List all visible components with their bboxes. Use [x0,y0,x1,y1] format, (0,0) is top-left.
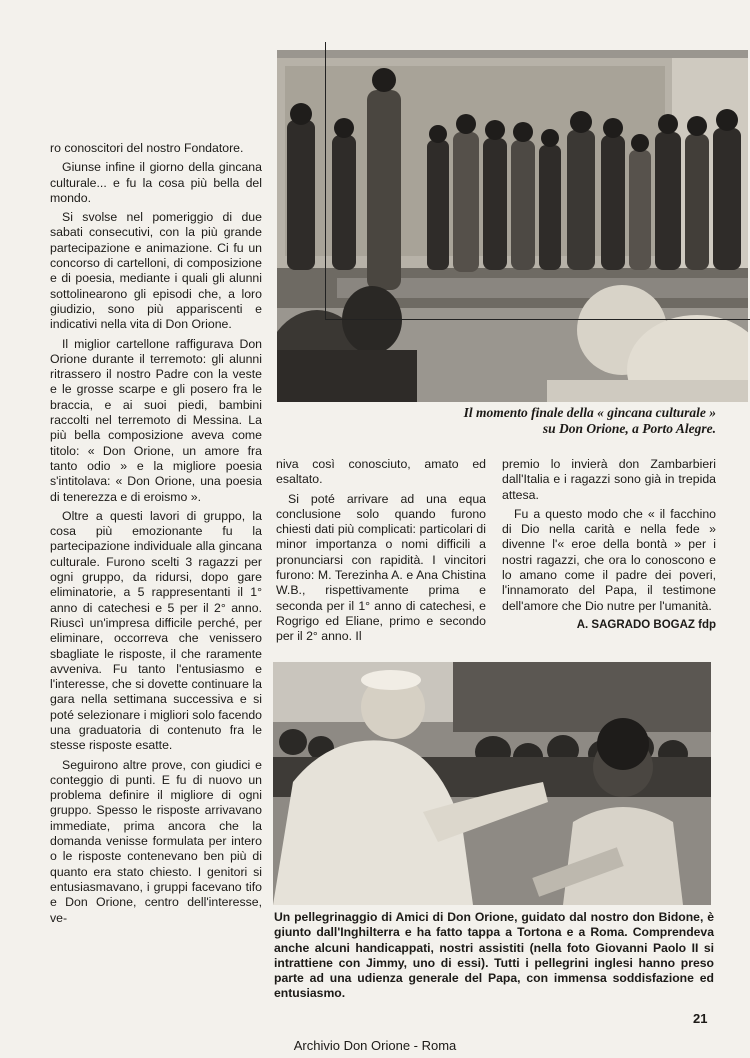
photo-pope-with-pilgrims [273,662,711,905]
crop-mark-vertical [325,42,326,320]
paragraph: Seguirono altre prove, con giudici e conteggio di punti. E fu di nuovo un problema definire il migliore di ogni gruppo. Spesso le risposte arrivavano immediate, prima ancora che la domanda venisse formulata per intero o le risposte contenevano ben più di quanto era stato chiesto. I genitori si entusiasmavano, i gruppi facevano tifo e Don Orione, centro dell'interesse, ve- [50,757,262,925]
photo-caption-top [390,405,716,437]
paragraph: ro conoscitori del nostro Fondatore. [50,141,244,155]
paragraph: niva così conosciuto, amato ed esaltato. [276,457,486,487]
article-column-2 [276,457,486,649]
paragraph: Si poté arrivare ad una equa conclusione solo quando furono chiesti dati più complicati: particolari di minor importanza o nomi difficili a pronunciarsi con rapidità. I vincitori furono: M. Terezinha A. e Ana Chistina W.B., rispettivamente prima e seconda per il 1° anno di catechesi, e Rogrigo ed Eliane, primo e secondo per il 2° anno. Il [276,491,486,644]
article-column-3 [502,457,716,637]
photo-gincana-culturale [277,50,748,402]
author-signature: A. SAGRADO BOGAZ fdp [576,618,716,631]
caption-top-line2: su Don Orione, a Porto Alegre. [542,421,716,436]
paragraph: Il miglior cartellone raffigurava Don Orione durante il terremoto: gli alunni ritrassero il nostro Padre con la veste e le grosse scarpe e gli posero fra le braccia, e ai suoi piedi, bambini raccolti nel terremoto di Messina. La più bella composizione aveva come titolo: « Don Orione, un amore fra tanto odio » e la migliore poesia s'intitolava: « Don Orione, una poesia di tenerezza e di eroismo ». [50,336,262,504]
crop-mark-horizontal [325,319,750,320]
paragraph: Oltre a questi lavori di gruppo, la cosa più emozionante fu la partecipazione individuale alla gincana culturale. Furono scelti 3 ragazzi per ogni gruppo, da ridursi, dopo gare eliminatorie, a 5 rappresentanti il 1° anno di catechesi e 5 per il 2° anno. Riuscì un'impresa difficile perché, per eliminare, occorreva che venissero sbagliate le risposte, il che raramente avveniva. Fu tanto l'entusiasmo e l'interesse, che si dovette continuare la gara nella settimana successiva e si poté selezionare i migliori solo facendo una graduatoria di contenuto fra le stesse risposte esatte. [50,508,262,753]
page-number: 21 [693,1011,708,1026]
paragraph: Fu a questo modo che « il facchino di Dio nella carità e nella fede » divenne l'« eroe della bontà » per i nostri ragazzi, che ora lo conoscono e lo amano come il padre dei poveri, l'innamorato del Papa, il testimone dell'amore che Dio nutre per l'umanità. [502,506,716,613]
article-column-1 [50,141,262,930]
caption-top-line1: Il momento finale della « gincana culturale » [463,405,716,420]
paragraph: Giunse infine il giorno della gincana culturale... e fu la cosa più bella del mondo. [50,160,262,205]
archive-footer: Archivio Don Orione - Roma [293,1038,457,1053]
paragraph: premio lo invierà don Zambarbieri dall'Italia e i ragazzi sono già in trepida attesa. [502,457,716,502]
photo-caption-bottom: Un pellegrinaggio di Amici di Don Orione, guidato dal nostro don Bidone, è giunto dall'Inghilterra e ha fatto tappa a Tortona e a Roma. Comprendeva anche alcuni handicappati, nostri assistiti (nella foto Giovanni Paolo II si intrattiene con Jimmy, uno di essi). Tutti i pellegrini inglesi hanno preso parte ad una udienza generale del Papa, con immensa soddisfazione ed entusiasmo. [274,910,714,1001]
paragraph: Si svolse nel pomeriggio di due sabati consecutivi, con la più grande partecipazione e animazione. Ci fu un concorso di cartelloni, di composizione e di poesia, mediante i quali gli alunni sottolinearono gli episodi che, a loro giudizio, sono più appariscenti e indicativi nella vita di Don Orione. [50,210,262,332]
